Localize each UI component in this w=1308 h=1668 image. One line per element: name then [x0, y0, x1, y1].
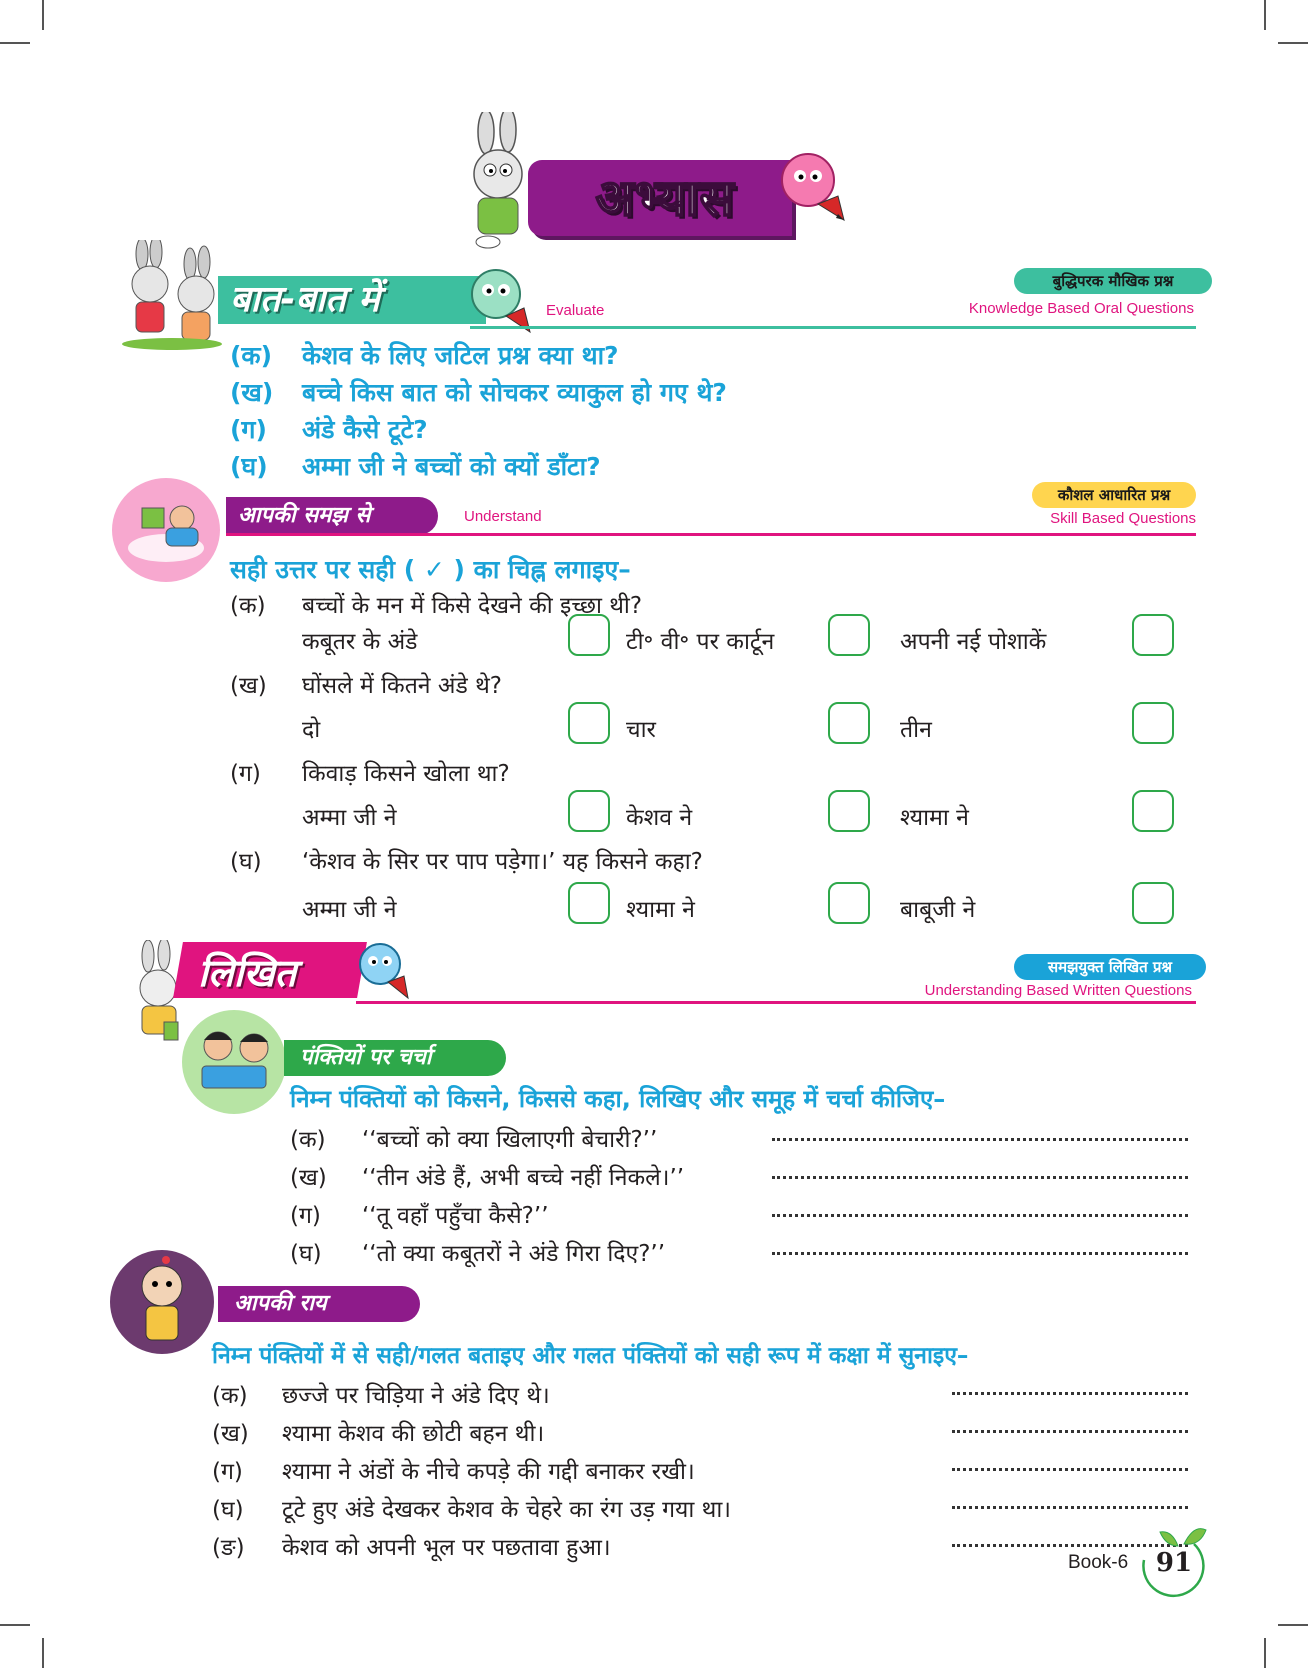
thinking-boy-icon: [110, 1250, 214, 1354]
section-banner-aapki-samajh: आपकी समझ से: [226, 497, 438, 535]
answer-checkbox[interactable]: [1132, 882, 1174, 924]
badge-sub-oral: Knowledge Based Oral Questions: [968, 300, 1194, 317]
pencil-mascot-icon: [356, 936, 412, 1006]
mcq-option: श्यामा ने: [626, 897, 695, 923]
section-rule: [470, 326, 1196, 329]
pencil-mascot-icon: [778, 146, 848, 226]
badge-skill-questions: कौशल आधारित प्रश्न: [1032, 482, 1196, 508]
mcq-option: तीन: [900, 717, 932, 743]
section-rule: [356, 1001, 1196, 1004]
mcq-option: बाबूजी ने: [900, 897, 976, 923]
page-title: अभ्यास: [595, 169, 735, 227]
reading-boy-illustration-icon: [112, 478, 220, 582]
children-reading-icon: [182, 1010, 286, 1114]
answer-line[interactable]: [952, 1392, 1188, 1395]
mcq-option: श्यामा ने: [900, 805, 969, 831]
crop-mark: [42, 0, 44, 30]
badge-written-questions: समझयुक्त लिखित प्रश्न: [1014, 954, 1206, 980]
list-item: (ख) ‘‘तीन अंडे हैं, अभी बच्चे नहीं निकले।’’: [290, 1165, 685, 1191]
answer-line[interactable]: [952, 1468, 1188, 1471]
section-banner-baat-baat: बात-बात में: [218, 276, 486, 324]
section-label-understand: Understand: [464, 508, 542, 525]
list-item: (क) छज्जे पर चिड़िया ने अंडे दिए थे।: [212, 1383, 550, 1409]
answer-line[interactable]: [772, 1176, 1188, 1179]
badge-oral-questions: बुद्धिपरक मौखिक प्रश्न: [1014, 268, 1212, 294]
mcq-option: टी॰ वी॰ पर कार्टून: [626, 629, 775, 655]
answer-checkbox[interactable]: [568, 882, 610, 924]
section-label-evaluate: Evaluate: [546, 302, 605, 319]
section-banner-likhit: लिखित: [198, 951, 297, 995]
discussion-instruction: निम्न पंक्तियों को किसने, किससे कहा, लिखिए और समूह में चर्चा कीजिए–: [290, 1085, 946, 1113]
rabbits-illustration-icon: [112, 240, 232, 352]
mcq-option: अपनी नई पोशाकें: [900, 629, 1047, 655]
answer-checkbox[interactable]: [1132, 702, 1174, 744]
crop-mark: [1264, 0, 1266, 30]
list-item: (घ) ‘‘तो क्या कबूतरों ने अंडे गिरा दिए?’’: [290, 1241, 666, 1267]
mcq-option: दो: [302, 717, 321, 743]
mcq-option: चार: [626, 717, 656, 743]
sub-banner-panktiyon: पंक्तियों पर चर्चा: [284, 1040, 506, 1076]
answer-checkbox[interactable]: [568, 614, 610, 656]
truefalse-instruction: निम्न पंक्तियों में से सही/गलत बताइए और गलत पंक्तियों को सही रूप में कक्षा में सुनाइए–: [212, 1343, 969, 1369]
list-item: (क) ‘‘बच्चों को क्या खिलाएगी बेचारी?’’: [290, 1127, 658, 1153]
answer-checkbox[interactable]: [828, 790, 870, 832]
list-item: (ङ) केशव को अपनी भूल पर पछतावा हुआ।: [212, 1535, 611, 1561]
list-item: (ख) बच्चे किस बात को सोचकर व्याकुल हो गए थे?: [230, 378, 727, 407]
list-item: (ख) श्यामा केशव की छोटी बहन थी।: [212, 1421, 545, 1447]
crop-mark: [42, 1638, 44, 1668]
answer-checkbox[interactable]: [1132, 614, 1174, 656]
list-item: (ग) अंडे कैसे टूटे?: [230, 415, 428, 444]
answer-checkbox[interactable]: [828, 614, 870, 656]
mcq-option: अम्मा जी ने: [302, 805, 397, 831]
answer-line[interactable]: [772, 1138, 1188, 1141]
list-item: (घ) अम्मा जी ने बच्चों को क्यों डाँटा?: [230, 452, 601, 481]
answer-line[interactable]: [772, 1252, 1188, 1255]
crop-mark: [0, 1624, 30, 1626]
list-item: (क) केशव के लिए जटिल प्रश्न क्या था?: [230, 341, 619, 370]
mcq-question: (घ) ‘केशव के सिर पर पाप पड़ेगा।’ यह किसने कहा?: [230, 849, 703, 875]
crop-mark: [1278, 42, 1308, 44]
answer-checkbox[interactable]: [568, 790, 610, 832]
list-item: (ग) श्यामा ने अंडों के नीचे कपड़े की गद्दी बनाकर रखी।: [212, 1459, 695, 1485]
answer-checkbox[interactable]: [568, 702, 610, 744]
list-item: (ग) ‘‘तू वहाँ पहुँचा कैसे?’’: [290, 1203, 549, 1229]
crop-mark: [0, 42, 30, 44]
answer-checkbox[interactable]: [828, 702, 870, 744]
section-rule: [226, 533, 1196, 536]
answer-checkbox[interactable]: [1132, 790, 1174, 832]
oral-questions-list: [230, 338, 727, 486]
page-number: 91: [1155, 1548, 1193, 1578]
list-item: (घ) टूटे हुए अंडे देखकर केशव के चेहरे का रंग उड़ गया था।: [212, 1497, 731, 1523]
book-label: Book-6: [1068, 1552, 1129, 1573]
mcq-question: (ग) किवाड़ किसने खोला था?: [230, 761, 510, 787]
mcq-option: अम्मा जी ने: [302, 897, 397, 923]
answer-line[interactable]: [952, 1506, 1188, 1509]
mcq-option: कबूतर के अंडे: [302, 629, 418, 655]
mcq-question: (ख) घोंसले में कितने अंडे थे?: [230, 673, 502, 699]
answer-checkbox[interactable]: [828, 882, 870, 924]
crop-mark: [1264, 1638, 1266, 1668]
mcq-option: केशव ने: [626, 805, 693, 831]
crop-mark: [1278, 1624, 1308, 1626]
rabbit-mascot-icon: [456, 112, 536, 252]
badge-sub-skill: Skill Based Questions: [1050, 510, 1196, 527]
answer-line[interactable]: [952, 1430, 1188, 1433]
mcq-question: (क) बच्चों के मन में किसे देखने की इच्छा थी?: [230, 593, 643, 619]
badge-sub-written: Understanding Based Written Questions: [924, 982, 1192, 999]
mcq-instruction: सही उत्तर पर सही ( ✓ ) का चिह्न लगाइए–: [230, 555, 631, 584]
answer-line[interactable]: [772, 1214, 1188, 1217]
sub-banner-aapki-raay: आपकी राय: [218, 1286, 420, 1322]
